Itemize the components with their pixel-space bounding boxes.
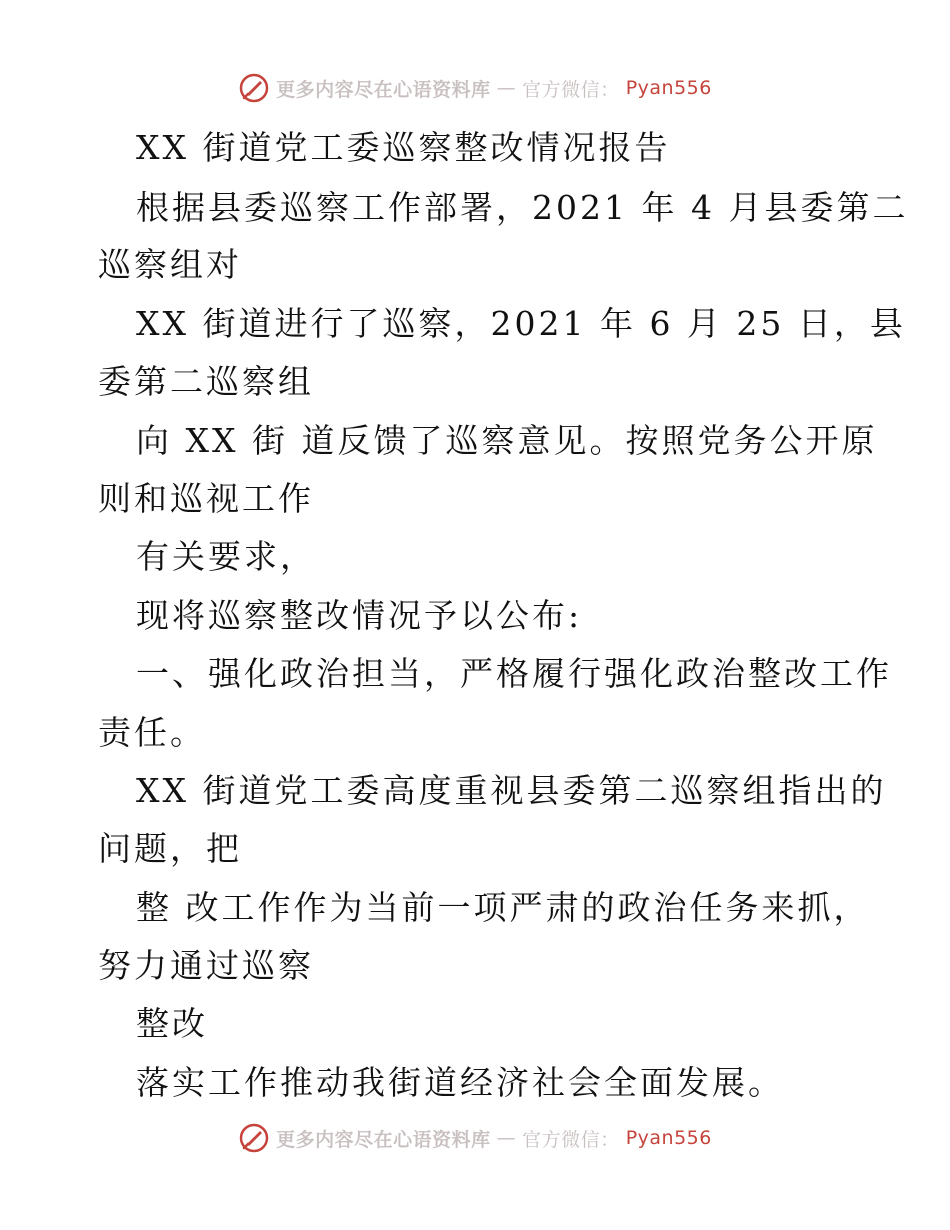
paragraph-line: 巡察组对 [98, 245, 242, 284]
document-title: XX 街道党工委巡察整改情况报告 [136, 128, 671, 167]
watermark-account-label: 官方微信： [522, 78, 620, 101]
section-heading: 一、强化政治担当，严格履行强化政治整改工作 [136, 654, 892, 693]
watermark-dash: — [496, 77, 517, 99]
paragraph-line: 责任。 [98, 713, 206, 752]
header-watermark [0, 72, 950, 104]
watermark-account-label: 官方微信： [522, 1128, 620, 1151]
watermark-dash: — [496, 1127, 517, 1149]
paragraph-line: 落实工作推动我街道经济社会全面发展。 [136, 1063, 784, 1102]
paragraph-line: 问题，把 [98, 829, 242, 868]
watermark-account-id: Pyan556 [625, 77, 712, 99]
watermark-text: 更多内容尽在心语资料库 [276, 78, 491, 101]
paragraph-line: 整改 [136, 1004, 208, 1043]
watermark-text: 更多内容尽在心语资料库 [276, 1128, 491, 1151]
paragraph-line: XX 街道进行了巡察，2021 年 6 月 25 日，县 [136, 304, 906, 343]
paragraph-line: 根据县委巡察工作部署，2021 年 4 月县委第二 [136, 188, 909, 227]
paragraph-line: 则和巡视工作 [98, 479, 314, 518]
paragraph-line: 努力通过巡察 [98, 946, 314, 985]
footer-watermark [0, 1122, 950, 1154]
paragraph-line: 有关要求， [136, 537, 316, 576]
paragraph-line: 整 改工作作为当前一项严肃的政治任务来抓， [136, 888, 870, 927]
quill-emblem-icon [238, 72, 270, 104]
paragraph-line: 向 XX 街 道反馈了巡察意见。按照党务公开原 [136, 421, 878, 460]
paragraph-line: 委第二巡察组 [98, 362, 314, 401]
paragraph-line: XX 街道党工委高度重视县委第二巡察组指出的 [136, 771, 887, 810]
quill-emblem-icon [238, 1122, 270, 1154]
paragraph-line: 现将巡察整改情况予以公布: [136, 596, 583, 635]
watermark-account-id: Pyan556 [625, 1127, 712, 1149]
